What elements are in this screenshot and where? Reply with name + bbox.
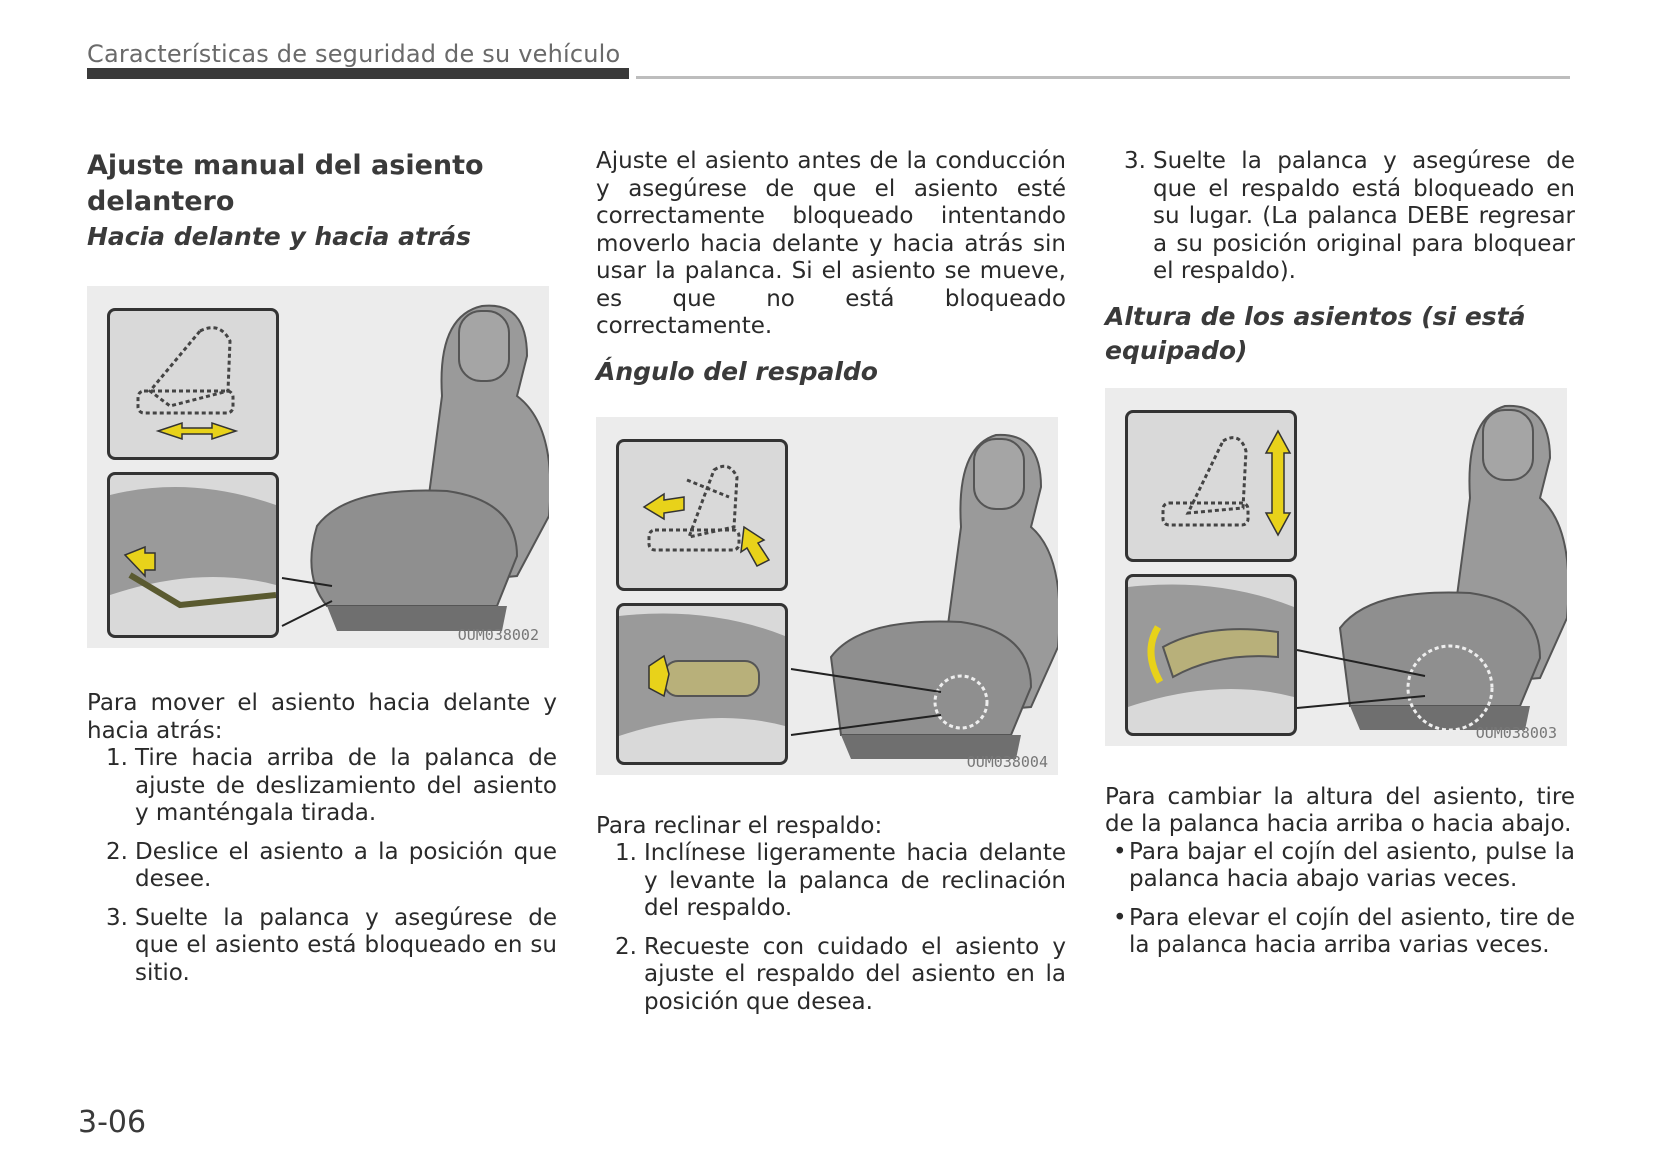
steps-list (87, 745, 557, 987)
running-header: Características de seguridad de su vehículo (87, 40, 621, 68)
page-number: 3-06 (78, 1105, 147, 1140)
figure-code: OUM038002 (457, 626, 539, 644)
column-2 (596, 148, 1066, 1027)
inset-recline-diagram (616, 439, 788, 591)
lead-text: Para cambiar la altura del asiento, tire de la palanca hacia arriba o hacia abajo. (1105, 783, 1575, 837)
slide-lever-closeup (110, 475, 276, 635)
height-diagram (1128, 413, 1294, 559)
inset-height-diagram (1125, 410, 1297, 562)
figure-code: OUM038003 (1475, 723, 1557, 742)
subheading-forward-backward: Hacia delante y hacia atrás (87, 222, 471, 251)
steps-list-continued (1105, 148, 1575, 286)
height-lever-closeup (1128, 577, 1294, 733)
list-item: 1. Inclínese ligeramente hacia delante y levante la palanca de reclinación del respaldo. (615, 840, 1066, 921)
header-rule-light (636, 76, 1570, 79)
list-item: 3. Suelte la palanca y asegúrese de que el asiento está bloqueado en su sitio. (106, 904, 557, 986)
figure-seat-slide (87, 286, 549, 648)
figure-code: OUM038004 (966, 752, 1048, 771)
lead-text: Para reclinar el respaldo: (596, 812, 883, 839)
inset-slide-diagram (107, 308, 279, 460)
adjust-warning-text: Ajuste el asiento antes de la conducción y asegúrese de que el asiento esté correctamente bloqueado intentando moverlo hacia delante y hacia atrás sin usar la palanca. Si el asiento se mueve, es que no está bloqueado correctamente. (596, 148, 1066, 339)
list-item: 2. Recueste con cuidado el asiento y ajuste el respaldo del asiento en la posición que desea. (615, 933, 1066, 1015)
recline-lever-closeup (619, 606, 785, 762)
inset-height-lever (1125, 574, 1297, 736)
subheading-backrest-angle: Ángulo del respaldo (596, 356, 878, 386)
section-heading: Ajuste manual del asiento delantero (87, 150, 484, 217)
figure-backrest (596, 417, 1058, 775)
list-item: 1. Tire hacia arriba de la palanca de ajuste de deslizamiento del asiento y manténgala tirada. (106, 745, 557, 826)
subheading-seat-height: Altura de los asientos (si está equipado) (1105, 301, 1526, 365)
list-item: 2. Deslice el asiento a la posición que desee. (106, 838, 557, 892)
recline-diagram (619, 442, 785, 588)
column-3 (1105, 148, 1575, 971)
list-item: • Para elevar el cojín del asiento, tire de la palanca hacia arriba varias veces. (1113, 904, 1575, 958)
figure-seat-height (1105, 388, 1567, 746)
intro-text: Para mover el asiento hacia delante y hacia atrás: (87, 690, 557, 744)
bullet-list (1105, 839, 1575, 960)
header-rule-dark (87, 68, 629, 79)
column-1 (87, 148, 557, 998)
steps-list (596, 840, 1066, 1016)
inset-slide-lever (107, 472, 279, 638)
slide-diagram (110, 311, 276, 457)
inset-recline-lever (616, 603, 788, 765)
list-item: 3. Suelte la palanca y asegúrese de que el respaldo está bloqueado en su lugar. (La palanca DEBE regresar a su posición original para bloquear el respaldo). (1124, 148, 1575, 284)
list-item: • Para bajar el cojín del asiento, pulse la palanca hacia abajo varias veces. (1113, 838, 1575, 892)
